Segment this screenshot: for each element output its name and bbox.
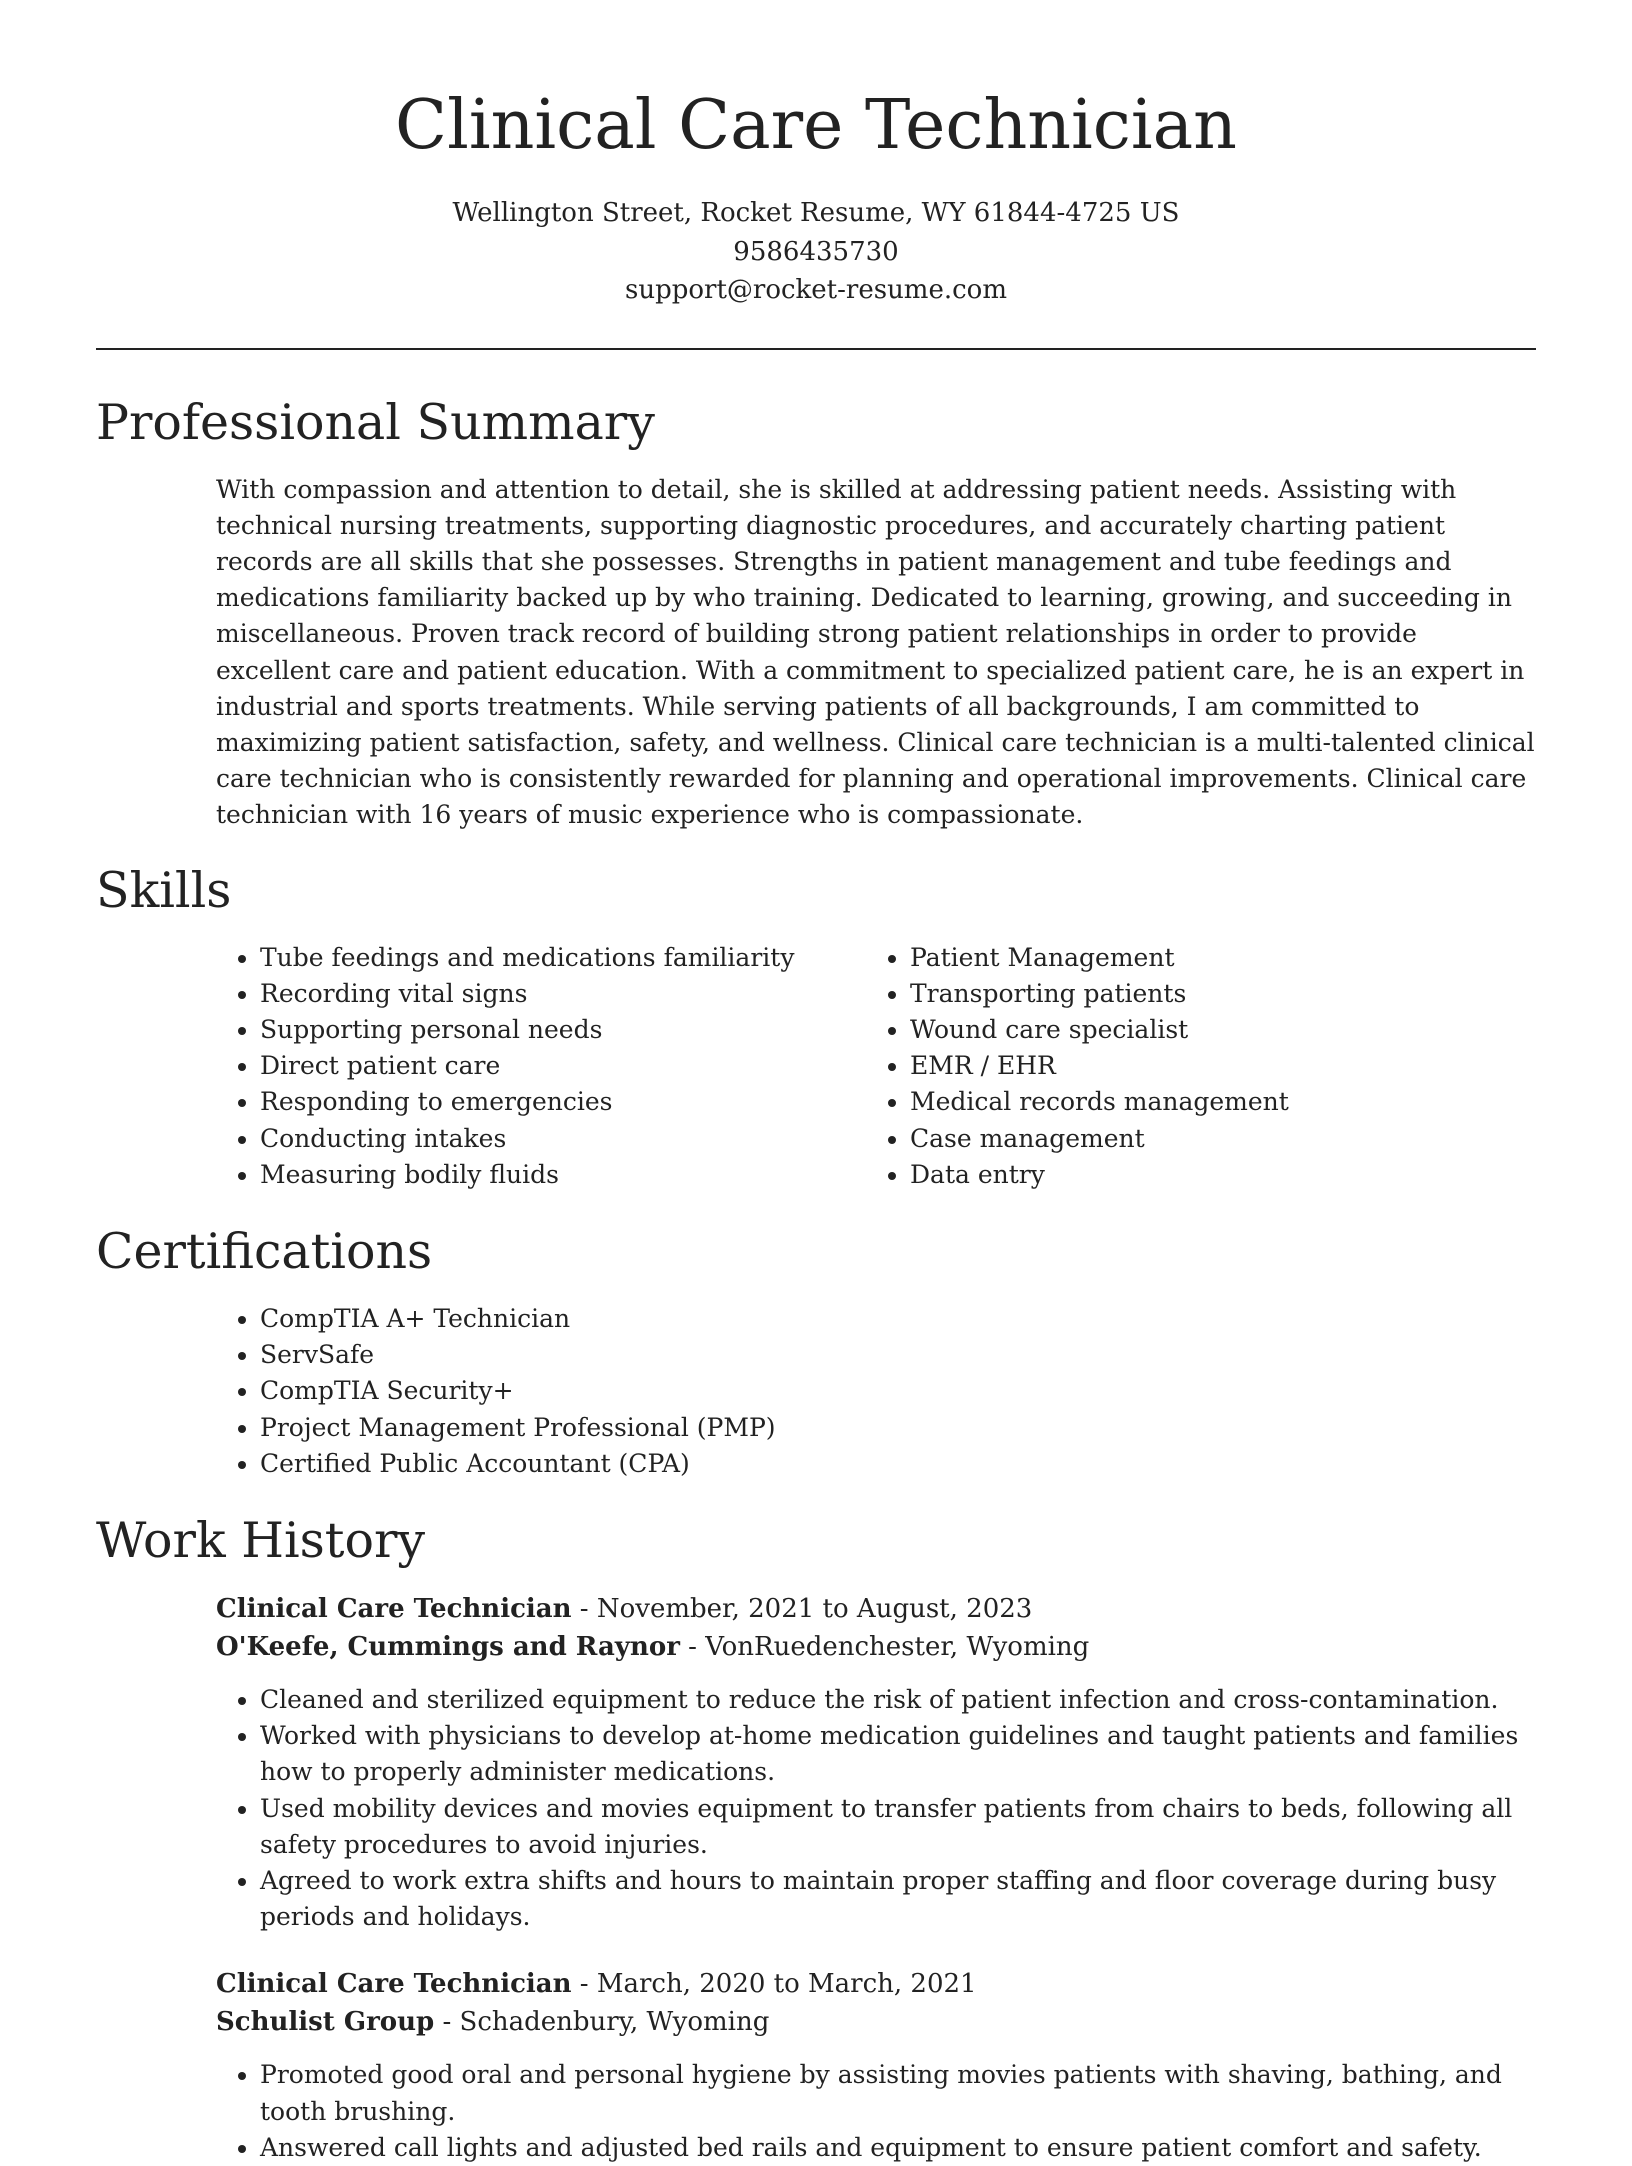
job-duty-item: • Promoted good oral and personal hygiene by assisting movies patients with shaving, bathing, and tooth brushing. <box>260 2057 1536 2129</box>
skill-item: • Transporting patients <box>910 976 1466 1012</box>
job-location: - Schadenbury, Wyoming <box>434 2007 770 2038</box>
contact-block <box>0 194 1632 310</box>
certification-item: • CompTIA A+ Technician <box>260 1301 1536 1337</box>
job-duty-item: • Cleaned and sterilized equipment to reduce the risk of patient infection and cross-contamination. <box>260 1682 1536 1718</box>
skills-column-left <box>216 940 866 1193</box>
job-entry <box>216 1965 1536 2166</box>
skill-item: • Case management <box>910 1121 1466 1157</box>
certification-item: • Project Management Professional (PMP) <box>260 1410 1536 1446</box>
job-location: - VonRuedenchester, Wyoming <box>679 1631 1090 1662</box>
header-divider <box>96 348 1536 350</box>
job-dates: - November, 2021 to August, 2023 <box>571 1593 1033 1624</box>
job-company: Schulist Group <box>216 2007 435 2038</box>
job-duty-item: • Worked with physicians to develop at-home medication guidelines and taught patients and families how to properly administer medications. <box>260 1718 1536 1790</box>
job-company-line <box>216 1628 1536 1666</box>
job-company-line <box>216 2003 1536 2041</box>
skill-item: • Conducting intakes <box>260 1121 866 1157</box>
skills-heading: Skills <box>96 861 232 919</box>
job-duty-item: • Used mobility devices and movies equipment to transfer patients from chairs to beds, following all safety procedures to avoid injuries. <box>260 1791 1536 1863</box>
job-duty-item: • Agreed to work extra shifts and hours to maintain proper staffing and floor coverage during busy periods and holidays. <box>260 1863 1536 1935</box>
skill-item: • Wound care specialist <box>910 1012 1466 1048</box>
contact-address: Wellington Street, Rocket Resume, WY 61844-4725 US <box>452 198 1180 228</box>
contact-phone: 9586435730 <box>733 236 899 267</box>
skill-item: • Medical records management <box>910 1084 1466 1120</box>
job-duties <box>216 1682 1536 1935</box>
job-duties <box>216 2057 1536 2166</box>
skill-item: • EMR / EHR <box>910 1048 1466 1084</box>
summary-text: With compassion and attention to detail, she is skilled at addressing patient needs. Assisting with technical nursing treatments, supporting diagnostic procedures, and accurately charting patient records are all skills that she possesses. Strengths in patient management and tube feedings and medications familiarity backed up by who training. Dedicated to learning, growing, and succeeding in miscellaneous. Proven track record of building strong patient relationships in order to provide excellent care and patient education. With a commitment to specialized patient care, he is an expert in industrial and sports treatments. While serving patients of all backgrounds, I am committed to maximizing patient satisfaction, safety, and wellness. Clinical care technician is a multi-talented clinical care technician who is consistently rewarded for planning and operational improvements. Clinical care technician with 16 years of music experience who is compassionate. <box>216 474 1535 830</box>
certifications-heading: Certifications <box>96 1222 433 1280</box>
job-role: Clinical Care Technician <box>216 1969 572 2000</box>
contact-email: support@rocket-resume.com <box>624 275 1007 305</box>
skill-item: • Responding to emergencies <box>260 1084 866 1120</box>
job-duty-item: • Answered call lights and adjusted bed rails and equipment to ensure patient comfort and safety. <box>260 2130 1536 2166</box>
skill-item: • Data entry <box>910 1157 1466 1193</box>
job-role: Clinical Care Technician <box>216 1593 572 1624</box>
summary-heading: Professional Summary <box>96 393 655 451</box>
certifications-list <box>216 1301 1536 1482</box>
job-title-line <box>216 1590 1536 1628</box>
skills-column-right <box>866 940 1466 1193</box>
skill-item: • Direct patient care <box>260 1048 866 1084</box>
skill-item: • Measuring bodily fluids <box>260 1157 866 1193</box>
work-history-heading: Work History <box>96 1511 426 1569</box>
job-dates: - March, 2020 to March, 2021 <box>571 1969 977 2000</box>
skill-item: • Recording vital signs <box>260 976 866 1012</box>
job-entry <box>216 1590 1536 1935</box>
skill-item: • Tube feedings and medications familiarity <box>260 940 866 976</box>
job-title-line <box>216 1965 1536 2003</box>
certification-item: • ServSafe <box>260 1337 1536 1373</box>
skills-list <box>216 940 1536 1193</box>
skill-item: • Patient Management <box>910 940 1466 976</box>
candidate-name: Clinical Care Technician <box>395 86 1237 165</box>
job-company: O'Keefe, Cummings and Raynor <box>216 1631 680 1662</box>
certification-item: • Certified Public Accountant (CPA) <box>260 1446 1536 1482</box>
resume-header <box>0 0 1632 310</box>
skill-item: • Supporting personal needs <box>260 1012 866 1048</box>
certification-item: • CompTIA Security+ <box>260 1373 1536 1409</box>
